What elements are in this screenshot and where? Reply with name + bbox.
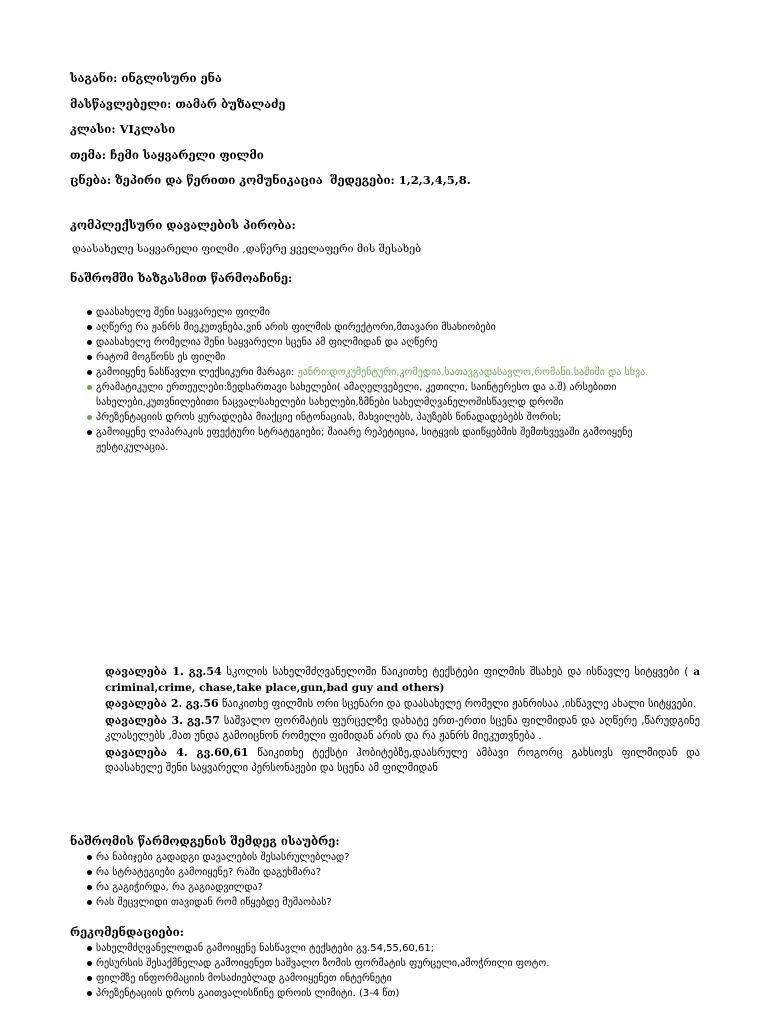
recommendations-list bbox=[70, 941, 700, 1001]
tasks-block bbox=[105, 664, 700, 777]
task-page: გვ.60,61 bbox=[196, 745, 249, 759]
bullet-icon bbox=[87, 991, 92, 996]
results-line bbox=[330, 173, 471, 187]
task-2 bbox=[105, 696, 700, 713]
list-item: პრეზენტაციის დროს გაითვალისწინე დროის ლიმიტი. (3-4 წთ) bbox=[70, 986, 700, 1001]
task-4 bbox=[105, 745, 700, 777]
bullet-icon bbox=[87, 340, 92, 345]
list-item: აღწერე რა ჟანრს მიეკუთვნება,ვინ არის ფილმის დირექტორი,მთავარი მსახიობები bbox=[70, 320, 700, 335]
complex-task-title: კომპლექსური დავალების პირობა: bbox=[70, 218, 296, 232]
subject-label: საგანი: bbox=[70, 71, 118, 85]
task-text: საშვალო ფორმატის ფურცელზე დახატე ერთ-ერთი სცენა ფილმიდან და აღწერე ,წარუდგინე კლასელებს ,მათ უნდა გამოიცნონ რომელი ფიმიდან არის და რა ჟანრს მიეკუთვნება . bbox=[105, 714, 700, 742]
bullet-icon bbox=[87, 900, 92, 905]
bullet-icon bbox=[87, 855, 92, 860]
list-item: დაასახელე რომელია შენი საყვარელი სცენა ამ ფილმიდან და აღწერე bbox=[70, 335, 700, 350]
topic-label: თემა: bbox=[70, 148, 107, 162]
bullet-icon bbox=[87, 976, 92, 981]
results-value: 1,2,3,4,5,8. bbox=[398, 173, 471, 187]
bullet-icon bbox=[87, 870, 92, 875]
questions-title: ნაშრომის წარმოდგენის შემდეგ ისაუბრე: bbox=[70, 834, 340, 848]
task-3 bbox=[105, 713, 700, 745]
class-label: კლასი: bbox=[70, 122, 116, 136]
vocabulary-green-text: ჟანრი:დოკუმენტური,კომედია,სათავგადასავლო,რომანი.საშიში და სხვა. bbox=[297, 367, 649, 378]
subject-value: ინგლისური ენა bbox=[121, 71, 222, 85]
teacher-label: მასწავლებელი: bbox=[70, 97, 172, 111]
subject-line bbox=[70, 71, 222, 85]
bullet-icon bbox=[87, 961, 92, 966]
bullet-icon bbox=[87, 325, 92, 330]
presentation-title: ნაშრომში ხაზგასმით წარმოაჩინე: bbox=[70, 271, 293, 285]
bullet-icon bbox=[87, 385, 92, 390]
list-item: სახელმძღვანელოდან გამოიყენე ნასწავლი ტექსტები გვ.54,55,60,61; bbox=[70, 941, 700, 956]
complex-task-text: დაასახელე საყვარელი ფილმი ,დაწერე ყველაფერი მის შესახებ bbox=[72, 243, 422, 255]
bullet-icon bbox=[87, 370, 92, 375]
bullet-icon bbox=[87, 885, 92, 890]
list-item: რა გაგიჭირდა, რა გაგიადვილდა? bbox=[70, 880, 700, 895]
task-label: დავალება 2. bbox=[105, 697, 183, 710]
list-item: რატომ მოგწონს ეს ფილმი bbox=[70, 350, 700, 365]
teacher-line bbox=[70, 97, 286, 111]
skill-line bbox=[70, 173, 323, 187]
recommendations-title: რეკომენდაციები: bbox=[70, 925, 184, 939]
list-item: რას შეცვლიდი თავიდან რომ იწყებდე მუშაობას? bbox=[70, 895, 700, 910]
task-label: დავალება 1. bbox=[105, 665, 184, 678]
task-label: დავალება 3. bbox=[105, 713, 183, 727]
results-label: შედეგები: bbox=[330, 173, 395, 187]
list-item: რა ნაბიჯები გადადგი დავალების შესასრულებლად? bbox=[70, 850, 700, 865]
list-item: გამოიყენე ნასწავლი ლექსიკური მარაგი: ჟანრი:დოკუმენტური,კომედია,სათავგადასავლო,რომანი.საშიში და სხვა. bbox=[70, 365, 700, 380]
task-page: გვ.54 bbox=[188, 665, 222, 678]
task-text: წაიკითხე ტექსტი ჰობიტებზე,დაასრულე ამბავი როგორც გახსოვს ფილმიდან და დაასახელე შენი საყვარელი პერსონაჟები და სცენა ამ ფილმიდან bbox=[105, 746, 700, 774]
topic-line bbox=[70, 148, 264, 162]
presentation-list bbox=[70, 305, 700, 455]
bullet-icon bbox=[87, 946, 92, 951]
teacher-value: თამარ ბუზალაძე bbox=[175, 97, 286, 111]
bullet-icon bbox=[87, 415, 92, 420]
list-item: პრეზენტაციის დროს ყურადღება მიაქციე ინტონაციას, მახვილებს, პაუზებს წინადადებებს შორის; bbox=[70, 410, 700, 425]
task-page: გვ.57 bbox=[186, 713, 220, 727]
list-item: ფილმზე ინფორმაციის მოსაძიებლად გამოიყენეთ ინტერნეტი bbox=[70, 971, 700, 986]
task-text: წაიკითხე ფილმის ორი სცენარი და დაასახელე რომელი ჟანრისაა ,ისწავლე ახალი სიტყვები. bbox=[222, 698, 697, 710]
skill-value: ზეპირი და წერითი კომუნიკაცია bbox=[115, 173, 323, 187]
task-text: სკოლის სახელმძღვანელოში წაიკითხე ტექსტები ფილმის შსახებ და ისწავლე სიტყვები ( bbox=[226, 666, 689, 678]
bullet-icon bbox=[87, 355, 92, 360]
task-label: დავალება 4. bbox=[105, 745, 188, 759]
task-1 bbox=[105, 664, 700, 696]
topic-value: ჩემი საყვარელი ფილმი bbox=[110, 148, 264, 162]
list-item: რა სტრატეგიები გამოიყენე? რაში დაგეხმარა? bbox=[70, 865, 700, 880]
class-value: VIკლასი bbox=[119, 122, 176, 136]
list-item: დაასახელე შენი საყვარელი ფილმი bbox=[70, 305, 700, 320]
list-item: გრამატიკული ერთეულები:ზედსართავი სახელები( ამაღელვებელი, კეთილი, საინტერესო და ა.შ) არსებითი სახელები,კუთვნილებითი ნაცვალსახელები სახელები,ზმნები სახელმღვანელოშისწავლდ დროში bbox=[70, 380, 700, 410]
list-item: რესურსის შესაქმნელად გამოიყენეთ საშვალო ზომის ფორმატის ფურცელი,ამოჭრილი ფოტო. bbox=[70, 956, 700, 971]
class-line bbox=[70, 122, 175, 136]
questions-list bbox=[70, 850, 700, 910]
bullet-icon bbox=[87, 430, 92, 435]
task-page: გვ.56 bbox=[185, 697, 219, 710]
list-item: გამოიყენე ლაპარაკის ეფექტური სტრატეგიები; შაიარე რეპეტიცია, სიტყვის დაიწყებმის შემთხვევაში გამოიყენე ჟესტიკულაცია. bbox=[70, 425, 700, 455]
bullet-icon bbox=[87, 310, 92, 315]
skill-label: ცნება: bbox=[70, 173, 112, 187]
task-english-words: a criminal,crime, chase,take place,gun,bad guy and others) bbox=[105, 666, 700, 694]
